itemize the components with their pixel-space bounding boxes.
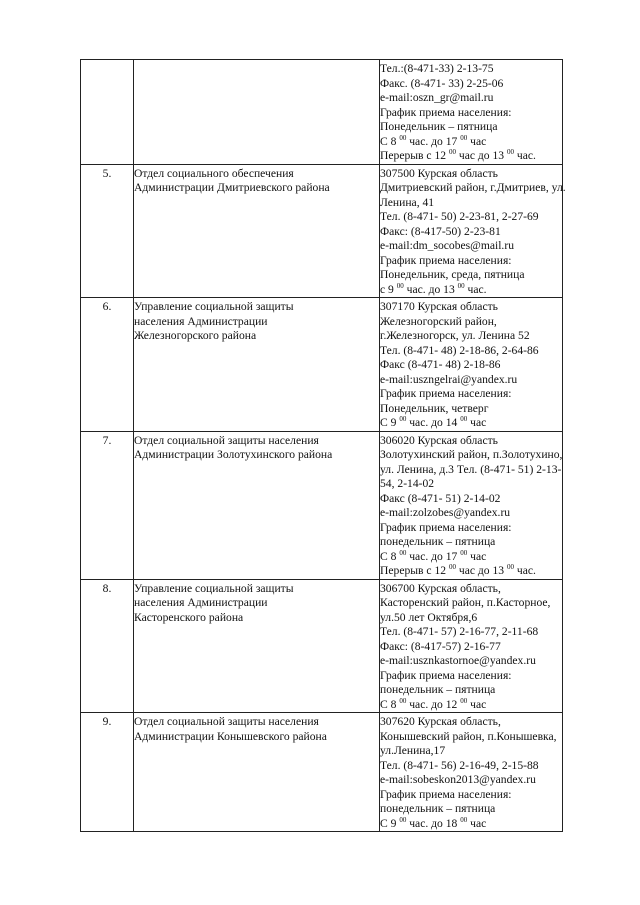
contact-info-line: Факс (8-471- 48) 2-18-86 <box>380 358 501 371</box>
contact-info-line: 54, 2-14-02 <box>380 477 435 490</box>
contact-info-line: e-mail:usznkastornoe@yandex.ru <box>380 654 536 667</box>
contact-info-line: Тел. (8-471- 50) 2-23-81, 2-27-69 <box>380 210 539 223</box>
organization-name-line: Железногорского района <box>134 329 257 342</box>
table-row <box>81 431 563 579</box>
organization-name-line: Отдел социальной защиты населения <box>134 715 319 728</box>
contact-info-line: Золотухинский район, п.Золотухино, <box>380 448 563 461</box>
minutes-superscript: 00 <box>460 548 468 557</box>
contact-info-line: понедельник – пятница <box>380 683 496 696</box>
contact-info <box>380 164 566 298</box>
row-number <box>81 164 134 298</box>
contact-info-line: Касторенский район, п.Касторное, <box>380 596 551 609</box>
contact-info-line: Перерыв с 12 $^{00}$ час до 13 $^{00}$ час. <box>380 563 536 577</box>
organization-name-line: населения Администрации <box>134 596 268 609</box>
minutes-superscript: 00 <box>460 133 468 142</box>
table-row <box>81 713 563 832</box>
organization-name-line: Администрации Конышевского района <box>134 729 327 743</box>
contact-info-line: Ленина, 41 <box>380 195 435 209</box>
contact-info-line: 306700 Курская область, <box>380 581 501 595</box>
minutes-superscript: 00 <box>399 133 407 142</box>
row-number-text: 8. <box>102 581 112 595</box>
contact-info <box>380 713 563 832</box>
contact-info <box>380 431 563 579</box>
organization-name <box>134 298 380 432</box>
contact-info-line: Перерыв с 12 $^{00}$ час до 13 $^{00}$ час. <box>380 148 536 162</box>
organization-name-line: Касторенского района <box>134 610 244 624</box>
offices-table-body <box>81 60 566 832</box>
contact-info-line: Тел. (8-471- 48) 2-18-86, 2-64-86 <box>380 343 539 357</box>
contact-info-line: С 8 $^{00}$ час. до 12 $^{00}$ час <box>380 696 487 711</box>
contact-info-line: e-mail:dm_socobes@mail.ru <box>380 239 514 252</box>
table-row <box>81 60 563 165</box>
contact-info-line: Понедельник, четверг <box>380 401 489 415</box>
contact-info-line: ул.50 лет Октября,6 <box>380 610 478 624</box>
minutes-superscript: 00 <box>399 415 407 423</box>
row-number <box>81 431 134 579</box>
contact-info-line: e-mail:sobeskon2013@yandex.ru <box>380 773 536 786</box>
contact-info-line: С 8 $^{00}$ час. до 17 $^{00}$ час <box>380 548 487 563</box>
contact-info <box>380 298 563 432</box>
contact-info-line: График приема населения: <box>380 105 512 119</box>
table-row <box>81 164 563 298</box>
row-number <box>81 298 134 432</box>
row-number <box>81 713 134 832</box>
table-row <box>81 298 563 432</box>
contact-info-line: Тел. (8-471- 56) 2-16-49, 2-15-88 <box>380 758 539 772</box>
organization-name <box>134 431 380 579</box>
minutes-superscript: 00 <box>460 815 468 824</box>
minutes-superscript: 00 <box>448 563 456 571</box>
contact-info-line: 307500 Курская область <box>380 166 498 180</box>
organization-name <box>134 713 380 832</box>
contact-info-line: ул.Ленина,17 <box>380 744 446 757</box>
minutes-superscript: 00 <box>506 563 514 571</box>
contact-info-line: г.Железногорск, ул. Ленина 52 <box>380 329 530 342</box>
contact-info-line: e-mail:uszngelrai@yandex.ru <box>380 372 518 386</box>
contact-info-line: Дмитриевский район, г.Дмитриев, ул. <box>380 181 566 194</box>
contact-info <box>380 579 563 713</box>
minutes-superscript: 00 <box>448 148 456 156</box>
contact-info-line: График приема населения: <box>380 253 512 267</box>
contact-info-line: Факс: (8-417-57) 2-16-77 <box>380 639 501 653</box>
contact-info-line: Конышевский район, п.Конышевка, <box>380 729 557 743</box>
row-number-text: 7. <box>102 433 112 447</box>
row-number <box>81 60 134 165</box>
contact-info-line: 306020 Курская область <box>380 433 498 447</box>
contact-info-line: ул. Ленина, д.3 Тел. (8-471- 51) 2-13- <box>380 462 562 476</box>
contact-info-line: График приема населения: <box>380 787 512 801</box>
organization-name <box>134 164 380 298</box>
organization-name-line: Отдел социального обеспечения <box>134 166 294 180</box>
contact-info-line: понедельник – пятница <box>380 535 496 548</box>
contact-info-line: с 9 $^{00}$ час. до 13 $^{00}$ час. <box>380 281 487 296</box>
organization-name-line: Отдел социальной защиты населения <box>134 433 319 447</box>
contact-info-line: Тел.:(8-471-33) 2-13-75 <box>380 62 494 75</box>
contact-info-line: С 8 $^{00}$ час. до 17 $^{00}$ час <box>380 133 487 148</box>
minutes-superscript: 00 <box>396 281 404 290</box>
row-number <box>81 579 134 713</box>
contact-info-line: График приема населения: <box>380 387 512 400</box>
organization-name-line: Администрации Золотухинского района <box>134 448 333 461</box>
organization-name <box>134 60 380 165</box>
contact-info-line: Факс: (8-417-50) 2-23-81 <box>380 224 501 238</box>
contact-info-line: Понедельник – пятница <box>380 120 498 133</box>
offices-table <box>80 59 566 832</box>
minutes-superscript: 00 <box>399 548 407 557</box>
contact-info-line: Факс (8-471- 51) 2-14-02 <box>380 491 501 505</box>
contact-info-line: понедельник – пятница <box>380 802 496 815</box>
contact-info <box>380 60 563 165</box>
contact-info-line: 307620 Курская область, <box>380 715 501 728</box>
row-number-text: 9. <box>102 715 112 728</box>
row-number-text: 5. <box>102 166 112 180</box>
contact-info-line: Факс. (8-471- 33) 2-25-06 <box>380 76 504 90</box>
contact-info-line: График приема населения: <box>380 520 512 534</box>
organization-name-line: Администрации Дмитриевского района <box>134 181 330 194</box>
minutes-superscript: 00 <box>506 148 514 156</box>
row-number-text <box>81 60 133 62</box>
contact-info-line: e-mail:zolzobes@yandex.ru <box>380 506 511 519</box>
contact-info-line: Тел. (8-471- 57) 2-16-77, 2-11-68 <box>380 625 539 638</box>
contact-info-line: С 9 $^{00}$ час. до 14 $^{00}$ час <box>380 415 487 429</box>
row-number-text: 6. <box>102 300 112 313</box>
organization-name <box>134 579 380 713</box>
minutes-superscript: 00 <box>460 696 468 705</box>
organization-name-line: населения Администрации <box>134 314 268 328</box>
organization-name-line: Управление социальной защиты <box>134 581 294 595</box>
contact-info-line: 307170 Курская область <box>380 300 498 313</box>
organization-name-line: Управление социальной защиты <box>134 300 294 313</box>
contact-info-line: Понедельник, среда, пятница <box>380 268 525 281</box>
contact-info-line: График приема населения: <box>380 668 512 682</box>
minutes-superscript: 00 <box>399 815 407 824</box>
contact-info-line: Железногорский район, <box>380 314 497 328</box>
minutes-superscript: 00 <box>460 415 468 423</box>
minutes-superscript: 00 <box>399 696 407 705</box>
table-row <box>81 579 563 713</box>
contact-info-line: С 9 $^{00}$ час. до 18 $^{00}$ час <box>380 815 487 830</box>
minutes-superscript: 00 <box>457 281 465 290</box>
contact-info-line: e-mail:oszn_gr@mail.ru <box>380 91 494 104</box>
